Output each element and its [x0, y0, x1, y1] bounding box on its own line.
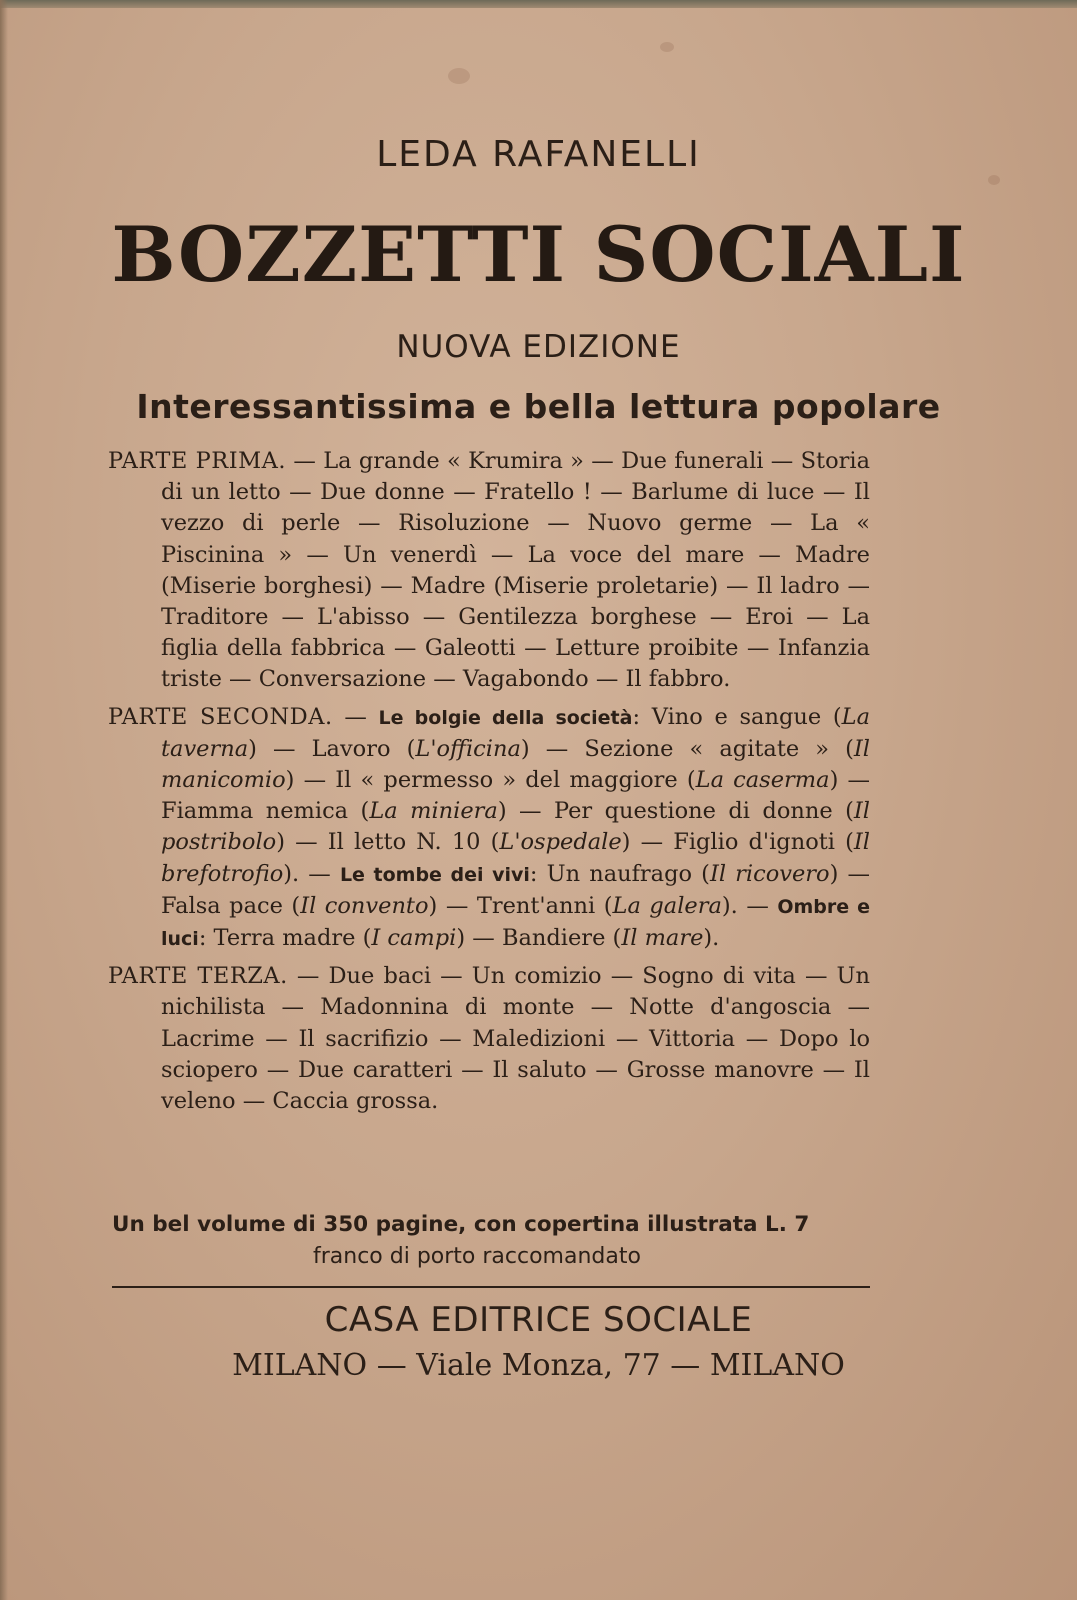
setting-italic: La taverna [161, 703, 871, 762]
publisher-name: CASA EDITRICE SOCIALE [324, 1300, 753, 1340]
tagline: Interessantissima e bella lettura popolare [136, 387, 941, 426]
setting-italic: Il convento [300, 892, 429, 919]
paper-stain [660, 42, 674, 52]
part-two-text: ). — [283, 860, 340, 887]
setting-italic: Il ricovero [709, 860, 830, 887]
part-two-text: ) — Falsa pace ( [161, 860, 870, 919]
part-two-text: ) — Sezione « agitate » ( [520, 735, 854, 762]
setting-italic: L'officina [415, 735, 521, 762]
setting-italic: Il manicomio [161, 735, 870, 794]
setting-italic: La caserma [695, 767, 830, 794]
part-two-text: — [332, 703, 379, 730]
part-three-heading: PARTE TERZA. [108, 963, 288, 990]
part-two-text: ) — Per questione di donne ( [497, 798, 854, 825]
table-of-contents [108, 446, 870, 1123]
setting-italic: Il mare [621, 925, 704, 952]
setting-italic: L'ospedale [499, 829, 622, 856]
part-two-text: ) — Figlio d'ignoti ( [621, 829, 854, 856]
section-group-title: Le bolgie della società [378, 706, 633, 729]
part-two-text: ) — Il « permesso » del maggiore ( [285, 767, 696, 794]
page-top-edge [0, 0, 1077, 8]
part-two-heading: PARTE SECONDA. [108, 703, 333, 730]
setting-italic: Il postribolo [161, 798, 870, 856]
part-three [108, 961, 870, 1117]
part-two-text: : Vino e sangue ( [632, 703, 842, 730]
shipping-info: franco di porto raccomandato [313, 1244, 641, 1269]
setting-italic: La miniera [369, 798, 498, 825]
part-one-heading: PARTE PRIMA. [108, 448, 287, 474]
setting-italic: La galera [612, 892, 722, 919]
part-two [108, 702, 870, 956]
part-two-text: : Terra madre ( [198, 925, 372, 952]
part-two-text: ) — Fiamma nemica ( [161, 767, 870, 825]
setting-italic: I campi [371, 925, 457, 952]
part-one [108, 446, 870, 696]
part-two-text: ). — [721, 892, 778, 919]
part-two-text: : Un naufrago ( [529, 860, 710, 887]
part-two-text: ) — Lavoro ( [248, 735, 416, 762]
part-three-text: — Due baci — Un comizio — Sogno di vita — Un nichilista — Madonnina di monte — Notte d'angoscia — Lacrime — Il sacrifizio — Maledizioni — Vittoria — Dopo lo sciopero — Due caratteri — Il saluto — Grosse manovre — Il veleno — Caccia grossa. [161, 963, 870, 1115]
section-group-title: Le tombe dei vivi [339, 863, 530, 886]
part-one-text: — La grande « Krumira » — Due funerali — Storia di un letto — Due donne — Fratello ! — Barlume di luce — Il vezzo di perle — Risoluzione — Nuovo germe — La « Piscinina » — Un venerdì — La voce del mare — Madre (Miserie borghesi) — Madre (Miserie proletarie) — Il ladro — Traditore — L'abisso — Gentilezza borghese — Eroi — La figlia della fabbrica — Galeotti — Letture proibite — Infanzia triste — Conversazione — Vagabondo — Il fabbro. [161, 448, 870, 693]
publisher-address: MILANO — Viale Monza, 77 — MILANO [232, 1348, 845, 1383]
setting-italic: Il brefotrofio [161, 829, 870, 887]
book-title: BOZZETTI SOCIALI [111, 210, 966, 299]
part-two-text: ) — Il letto N. 10 ( [276, 829, 500, 856]
divider-rule [112, 1286, 870, 1288]
edition-label: NUOVA EDIZIONE [396, 329, 681, 365]
volume-info: Un bel volume di 350 pagine, con copertina illustrata L. 7 [112, 1212, 810, 1237]
part-two-text: ) — Bandiere ( [456, 925, 622, 952]
author-name: LEDA RAFANELLI [376, 134, 701, 175]
section-group-title: Ombre e luci [161, 895, 871, 951]
part-two-text: ) — Trent'anni ( [428, 892, 613, 919]
paper-stain [448, 68, 470, 84]
part-two-text: ). [703, 925, 720, 952]
